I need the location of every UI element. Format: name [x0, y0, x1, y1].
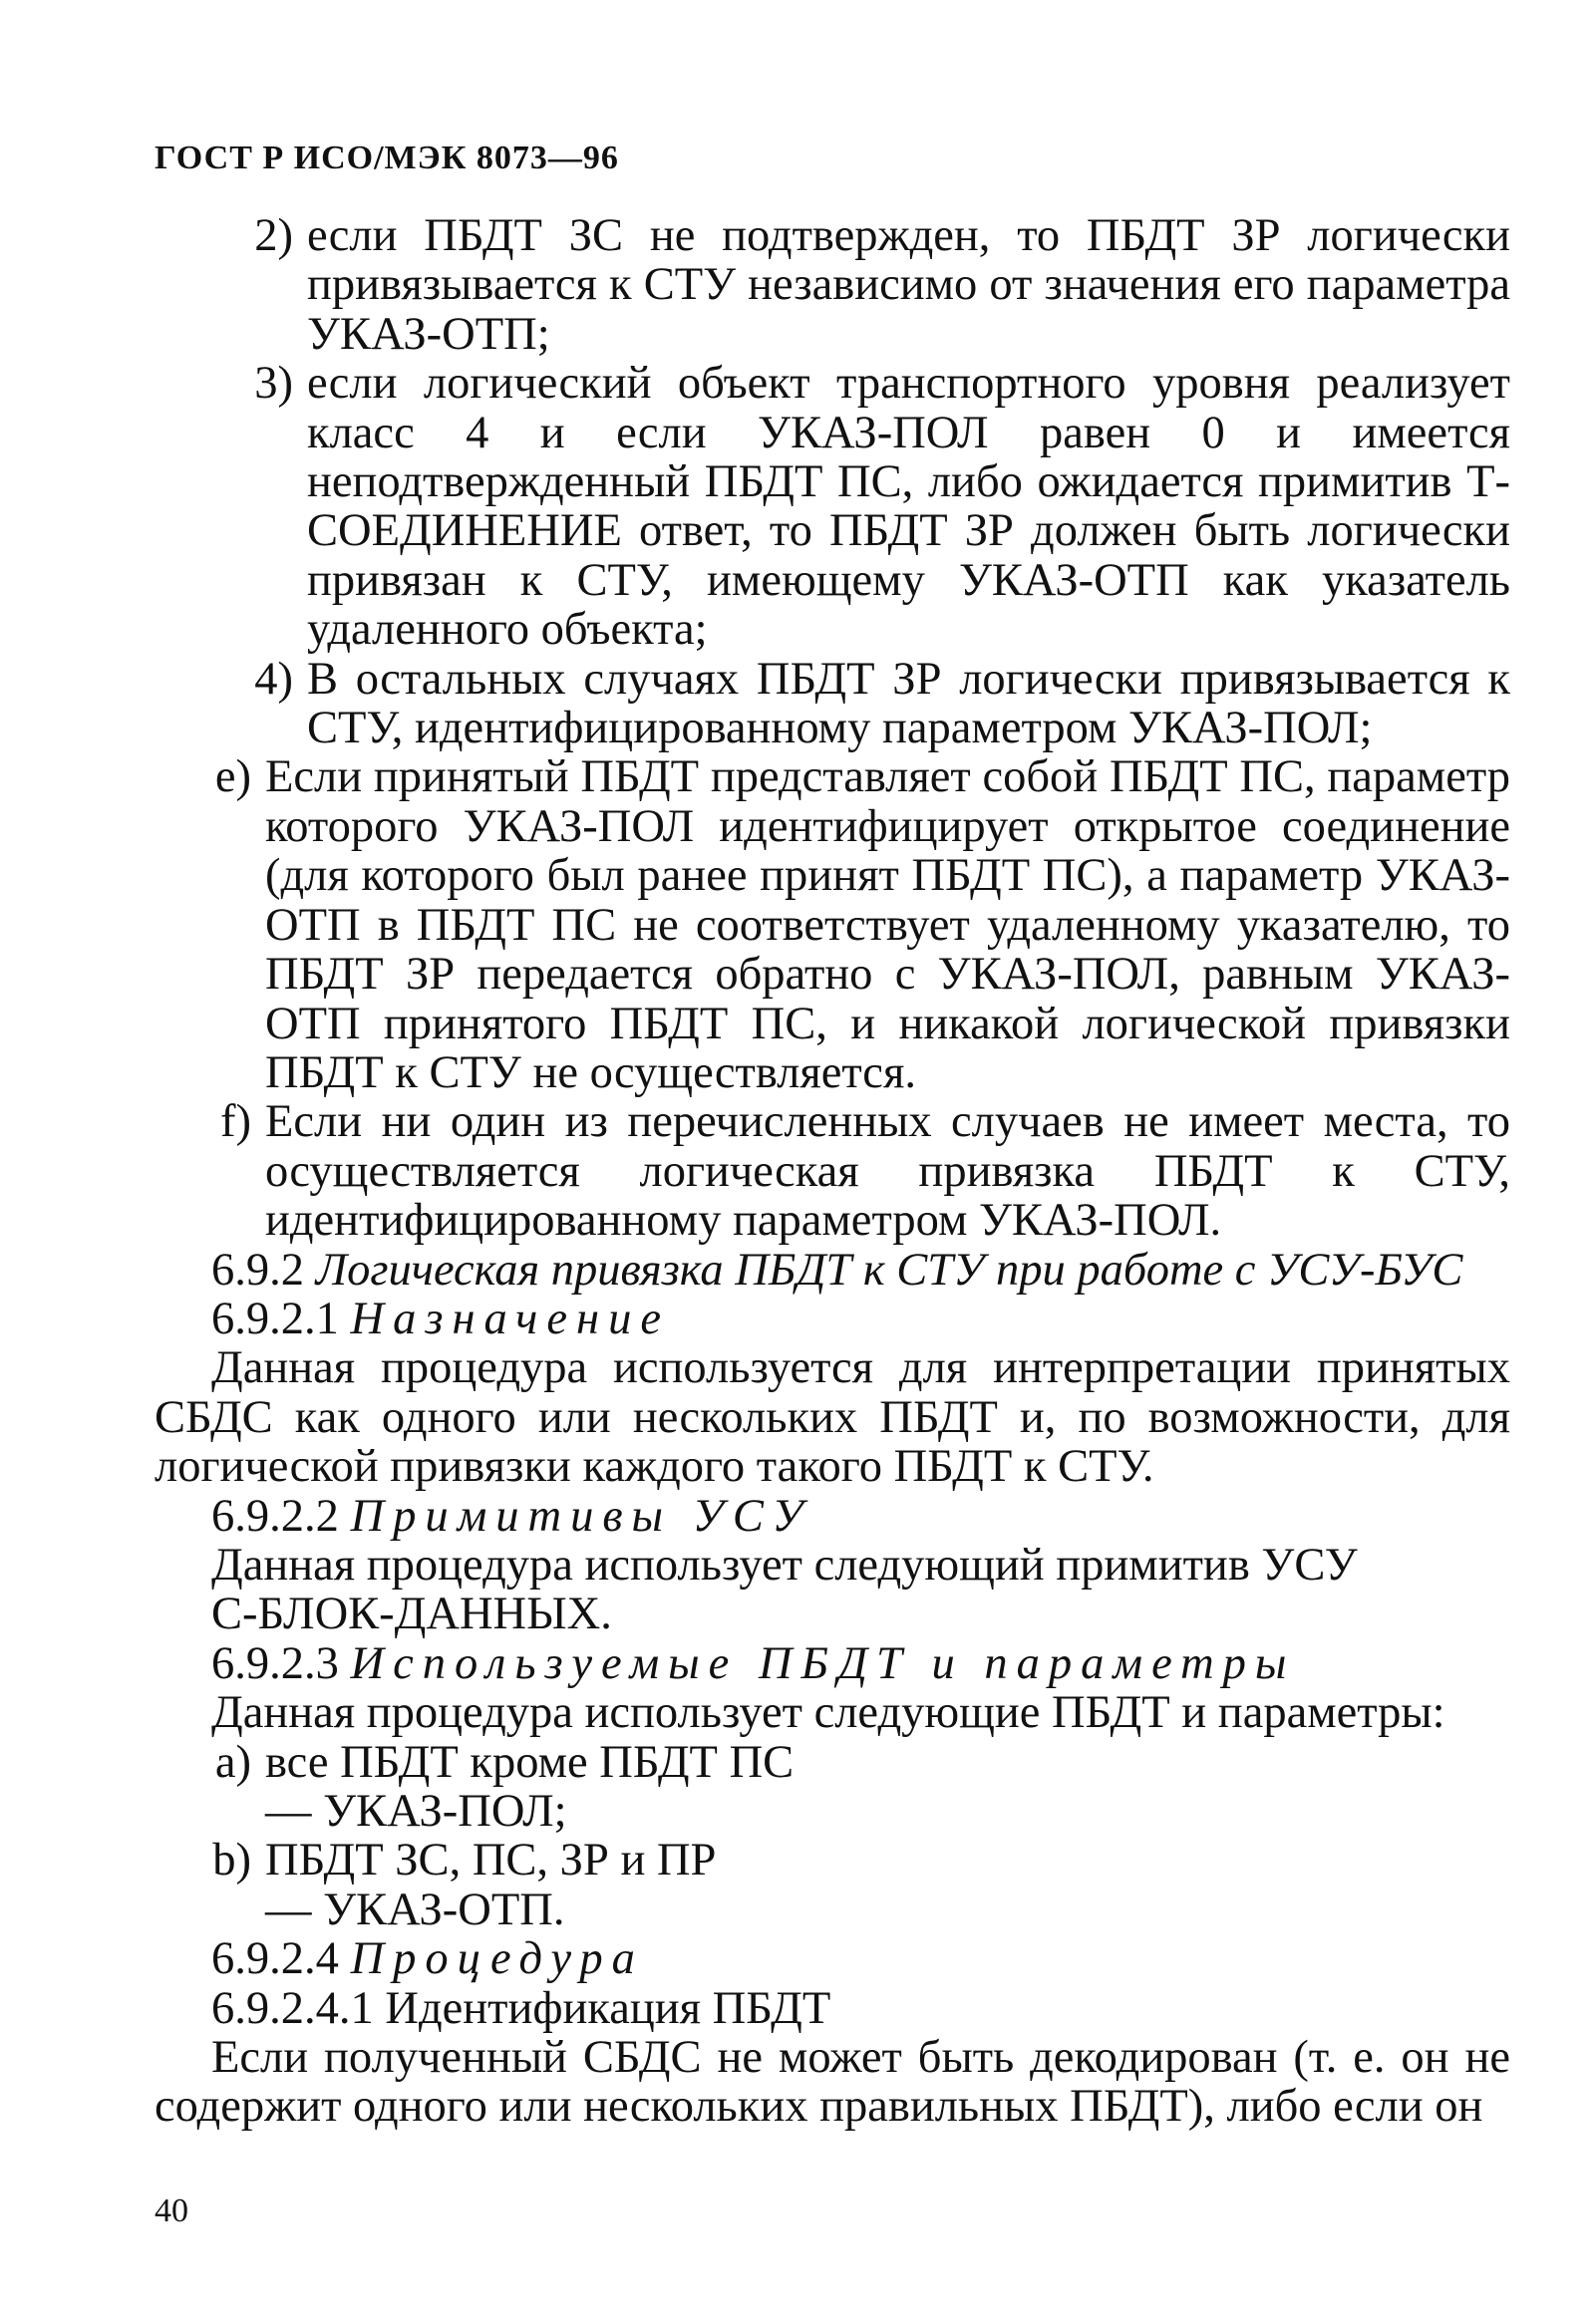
list-item: [155, 1097, 1510, 1245]
section-number: 6.9.2.3: [211, 1637, 339, 1689]
list-item: [155, 655, 1510, 753]
list-item: [155, 752, 1510, 1097]
section-heading-6-9-2-1: [155, 1295, 1510, 1343]
list-item-label: b): [212, 1835, 251, 1887]
list-item-text: Если ни один из перечисленных случаев не имеет места, то осуществляется логическая привязка ПБДТ к СТУ, идентифицированному параметром УКАЗ-ПОЛ.: [265, 1096, 1510, 1247]
page-number: 40: [155, 2192, 188, 2229]
list-item-label: 4): [254, 653, 293, 705]
list-item-text: Если принятый ПБДТ представляет собой ПБДТ ПС, параметр которого УКАЗ-ПОЛ идентифицирует открытое соединение (для которого был ранее принят ПБДТ ПС), а параметр УКАЗ-ОТП в ПБДТ ПС не соответствует удаленному указателю, то ПБДТ ЗР передается обратно с УКАЗ-ПОЛ, равным УКАЗ-ОТП принятого ПБДТ ПС, и никакой логической привязки ПБДТ к СТУ не осуществляется.: [265, 751, 1510, 1098]
section-number: 6.9.2.1: [211, 1293, 339, 1344]
list-item-text: если ПБДТ ЗС не подтвержден, то ПБДТ ЗР логически привязывается к СТУ независимо от значения его параметра УКАЗ-ОТП;: [307, 210, 1510, 360]
section-title: Используемые ПБДТ и параметры: [350, 1637, 1296, 1689]
list-item: [155, 1738, 1510, 1787]
list-item: [155, 1836, 1510, 1885]
page-header: ГОСТ Р ИСО/МЭК 8073—96: [155, 140, 619, 176]
list-item-label: f): [220, 1096, 251, 1148]
section-heading-6-9-2-4: [155, 1934, 1510, 1983]
section-number: 6.9.2.4: [211, 1933, 339, 1985]
list-item-text: все ПБДТ кроме ПБДТ ПС: [265, 1736, 795, 1788]
list-item-subtext: — УКАЗ-ОТП.: [265, 1884, 565, 1935]
section-title: Логическая привязка ПБДТ к СТУ при работе с УСУ-БУС: [315, 1244, 1463, 1296]
paragraph: Данная процедура использует следующий примитив УСУ: [211, 1539, 1358, 1591]
list-item-label: 2): [254, 210, 293, 261]
list-item-label: a): [214, 1736, 251, 1788]
page-body: [155, 211, 1510, 2132]
list-item-text: если логический объект транспортного уровня реализует класс 4 и если УКАЗ-ПОЛ равен 0 и имеется неподтвержденный ПБДТ ПС, либо ожидается примитив Т-СОЕДИНЕНИЕ ответ, то ПБДТ ЗР должен быть логически привязан к СТУ, имеющему УКАЗ-ОТП как указатель удаленного объекта;: [307, 358, 1510, 656]
list-item: [155, 359, 1510, 654]
section-number: 6.9.2.2: [211, 1490, 339, 1542]
section-title: Процедура: [350, 1933, 644, 1985]
section-heading-6-9-2-4-1: 6.9.2.4.1 Идентификация ПБДТ: [211, 1982, 831, 2034]
section-title: Назначение: [350, 1293, 670, 1344]
list-item-label: 3): [254, 358, 293, 410]
section-heading-6-9-2-2: [155, 1492, 1510, 1541]
list-item: [155, 211, 1510, 359]
list-item-label: e): [214, 751, 251, 803]
section-title: Примитивы УСУ: [350, 1490, 812, 1542]
section-heading-6-9-2-3: [155, 1639, 1510, 1688]
paragraph: Если полученный СБДС не может быть декодирован (т. е. он не содержит одного или нескольких правильных ПБДТ), либо если он: [155, 2032, 1510, 2133]
list-item-text: ПБДТ ЗС, ПС, ЗР и ПР: [265, 1835, 717, 1887]
section-number: 6.9.2: [211, 1244, 304, 1296]
list-item-subtext: — УКАЗ-ПОЛ;: [265, 1786, 567, 1837]
paragraph: Данная процедура использует следующие ПБДТ и параметры:: [211, 1687, 1445, 1739]
paragraph: С-БЛОК-ДАННЫХ.: [211, 1589, 612, 1640]
section-heading-6-9-2: [155, 1246, 1510, 1295]
paragraph: Данная процедура используется для интерпретации принятых СБДС как одного или нескольких ПБДТ и, по возможности, для логической привязки каждого такого ПБДТ к СТУ.: [155, 1342, 1510, 1493]
list-item-text: В остальных случаях ПБДТ ЗР логически привязывается к СТУ, идентифицированному параметром УКАЗ-ПОЛ;: [307, 653, 1510, 754]
